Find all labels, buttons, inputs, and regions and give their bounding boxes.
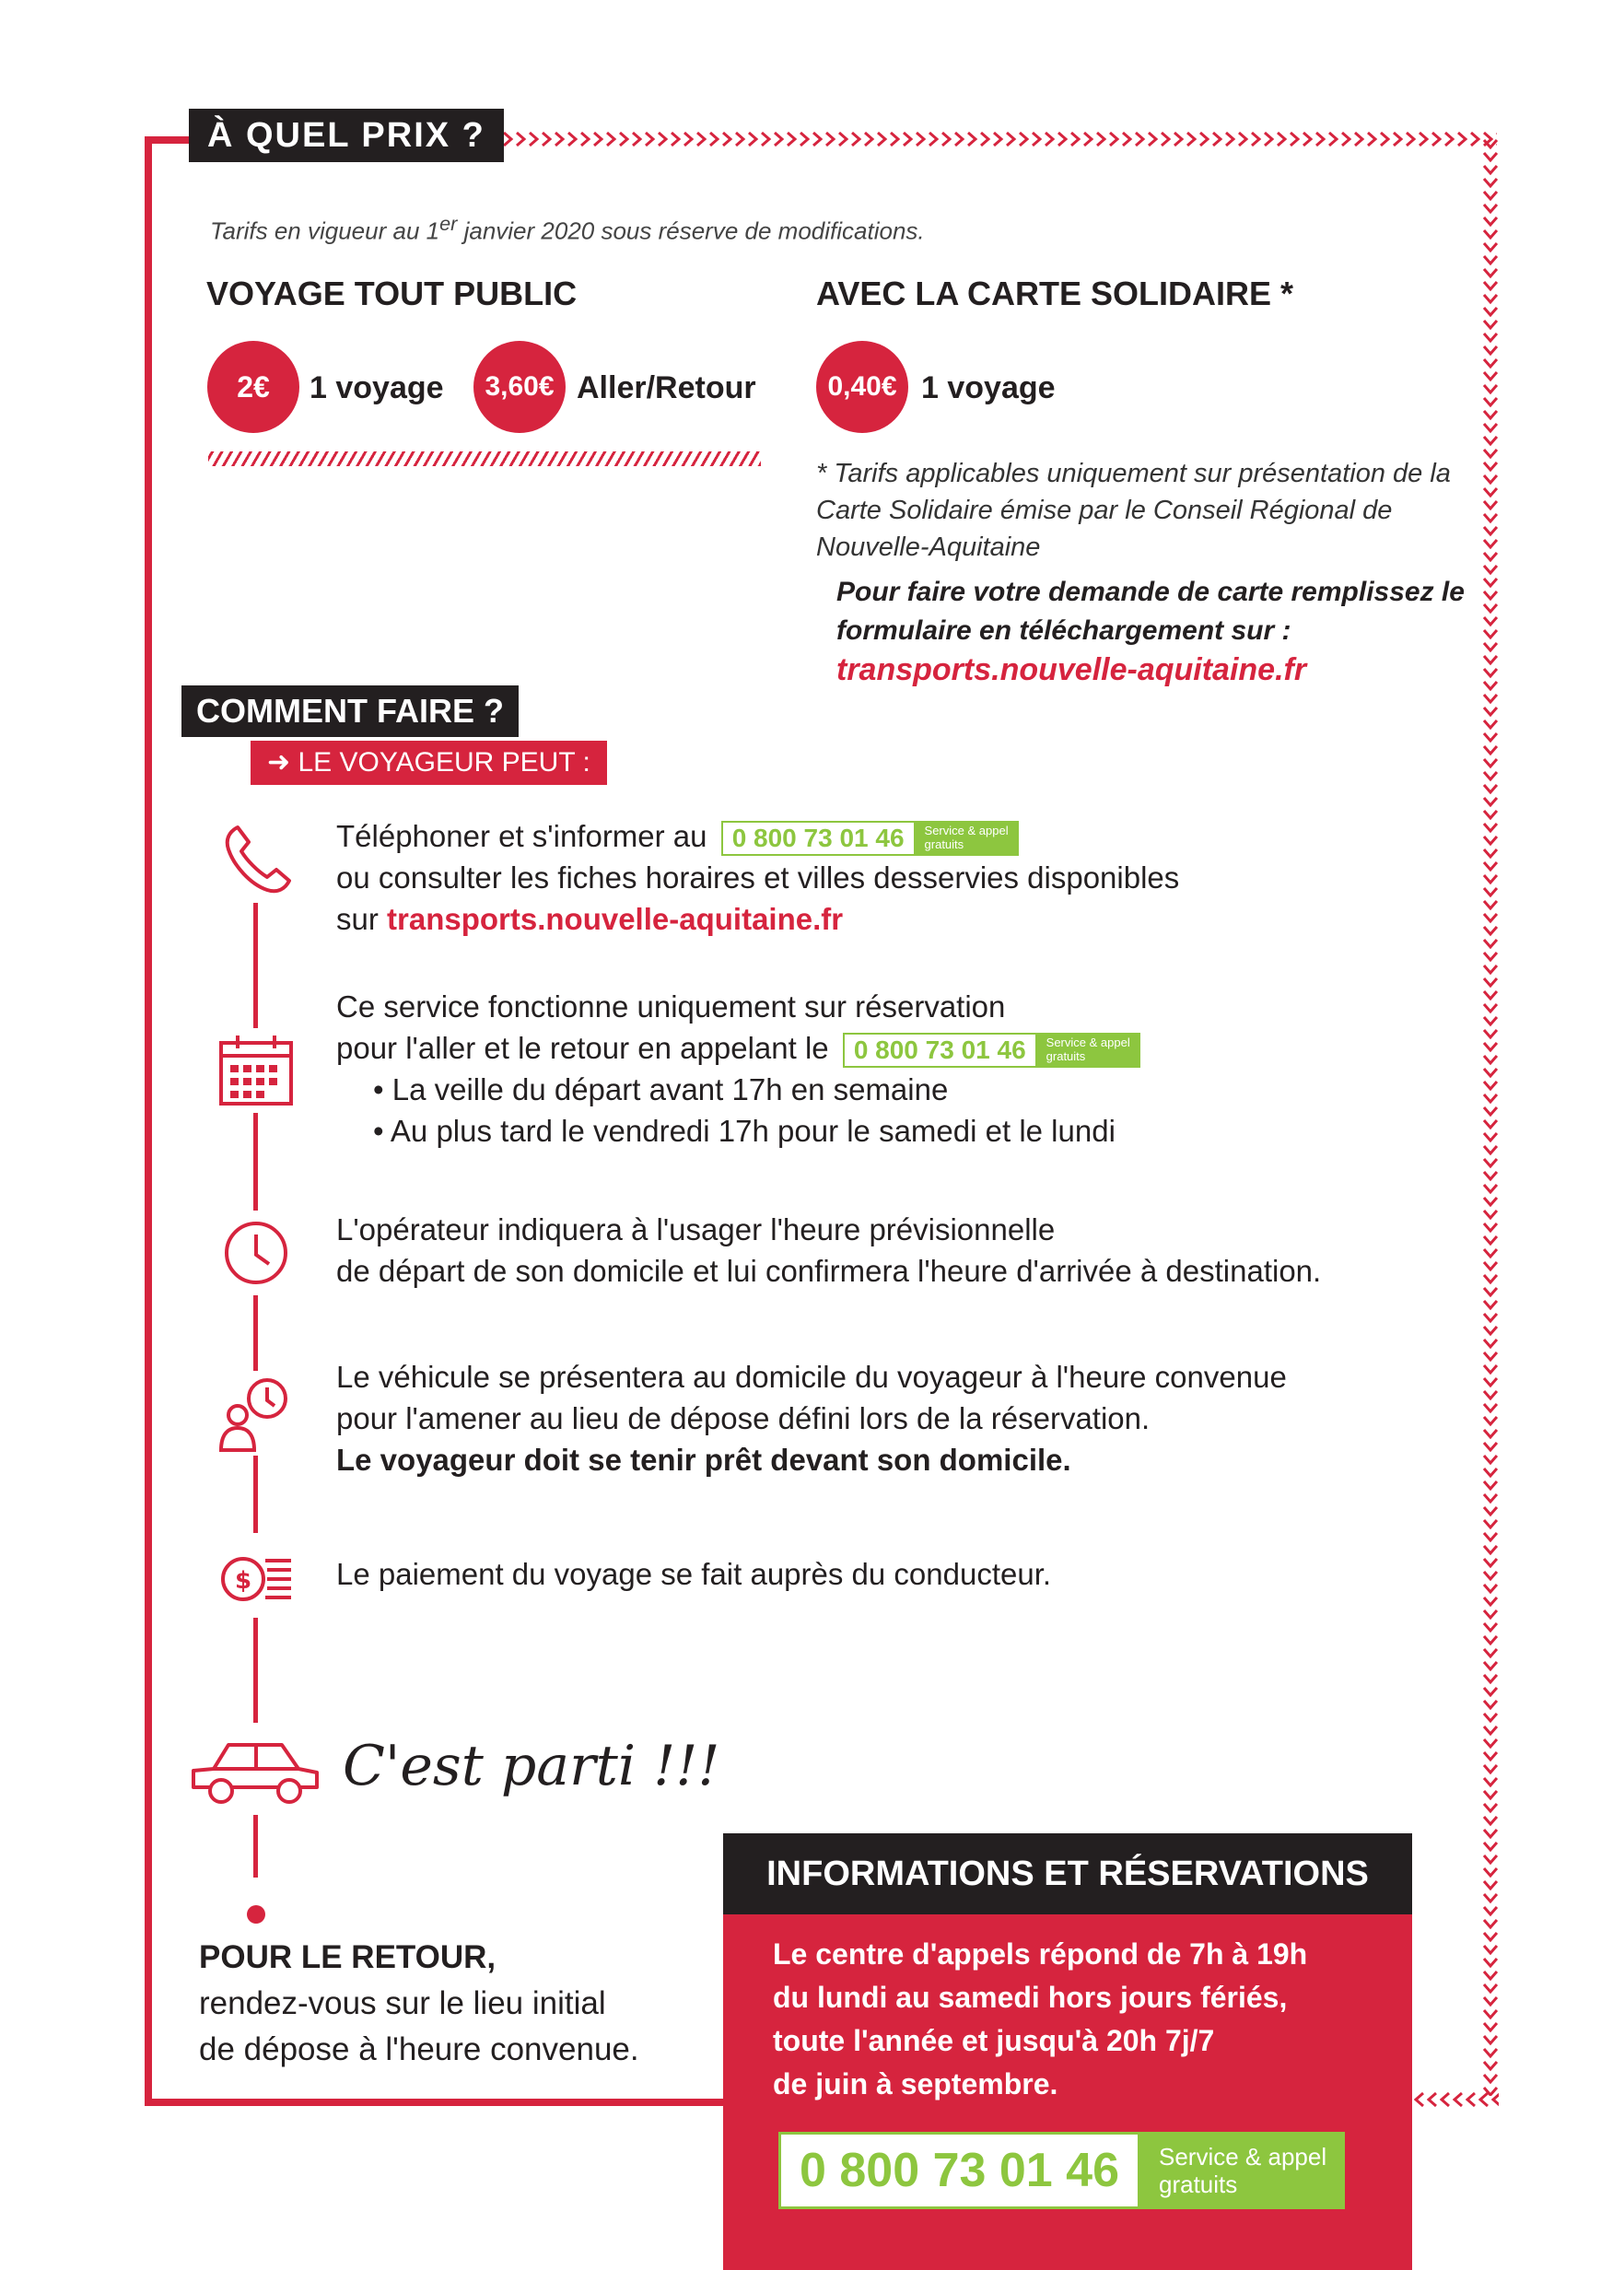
phone-number-badge-2[interactable] xyxy=(843,1033,1140,1068)
solidaire-title: AVEC LA CARTE SOLIDAIRE * xyxy=(816,275,1294,312)
price-label-return: Aller/Retour xyxy=(577,370,756,405)
info-line-3: toute l'année et jusqu'à 20h 7j/7 xyxy=(773,2024,1215,2057)
carte-info-text: Pour faire votre demande de carte remplissez le formulaire en téléchargement sur : xyxy=(836,577,1465,646)
step-3-line-1: L'opérateur indiquera à l'usager l'heure prévisionnelle xyxy=(336,1212,1056,1246)
carte-request-info xyxy=(836,573,1481,691)
clock-icon xyxy=(214,1211,298,1295)
big-phone-number[interactable]: 0 800 73 01 46 xyxy=(778,2132,1140,2209)
step-1-line-1: Téléphoner et s'informer au xyxy=(336,819,707,853)
step-3-text xyxy=(336,1209,1442,1292)
tarifs-note xyxy=(210,212,925,246)
step-2-line-1: Ce service fonctionne uniquement sur réservation xyxy=(336,989,1006,1024)
step-2-text xyxy=(336,986,1442,1152)
tarifs-note-sup: er xyxy=(439,212,458,235)
transports-link[interactable]: transports.nouvelle-aquitaine.fr xyxy=(387,902,844,936)
list-item: • Au plus tard le vendredi 17h pour le samedi et le lundi xyxy=(373,1110,1442,1152)
retour-line-2: de dépose à l'heure convenue. xyxy=(199,2031,639,2067)
big-free-call-tag-line-1: Service & appel xyxy=(1159,2143,1327,2171)
tarifs-note-start: Tarifs en vigueur au 1 xyxy=(210,216,440,245)
step-4-text xyxy=(336,1356,1442,1480)
step-1-line-3: sur xyxy=(336,902,379,936)
step-4-line-3: Le voyageur doit se tenir prêt devant son domicile. xyxy=(336,1443,1071,1477)
coins-icon xyxy=(214,1533,298,1618)
info-panel xyxy=(723,1914,1412,2270)
step-4-line-1: Le véhicule se présentera au domicile du voyageur à l'heure convenue xyxy=(336,1360,1287,1394)
retour-block xyxy=(199,1935,639,2073)
step-4-line-2: pour l'amener au lieu de dépose défini lors de la réservation. xyxy=(336,1401,1151,1435)
timeline-end-dot xyxy=(247,1905,265,1924)
zigzag-right-border xyxy=(1480,138,1501,2096)
car-icon xyxy=(186,1723,324,1815)
public-title: VOYAGE TOUT PUBLIC xyxy=(206,275,578,312)
phone-number-badge[interactable] xyxy=(721,821,1019,856)
phone-number[interactable]: 0 800 73 01 46 xyxy=(843,1033,1037,1068)
price-label-solidaire: 1 voyage xyxy=(921,370,1056,405)
zigzag-bottom-border xyxy=(1414,2089,1499,2110)
big-free-call-tag-line-2: gratuits xyxy=(1159,2171,1238,2198)
info-text xyxy=(773,1933,1381,2106)
price-badge-single: 2€ xyxy=(207,341,299,433)
solidaire-footnote: * Tarifs applicables uniquement sur présentation de la Carte Solidaire émise par le Conseil Régional de Nouvelle-Aquitaine xyxy=(816,459,1451,562)
hatch-divider xyxy=(208,451,761,466)
step-1-line-2: ou consulter les fiches horaires et villes desservies disponibles xyxy=(336,860,1180,895)
frame-top-border xyxy=(145,136,191,144)
svg-text:$: $ xyxy=(234,1567,252,1595)
info-line-1: Le centre d'appels répond de 7h à 19h xyxy=(773,1937,1308,1971)
frame-left-border xyxy=(145,136,152,2106)
price-label-single: 1 voyage xyxy=(310,370,444,405)
phone-number[interactable]: 0 800 73 01 46 xyxy=(721,821,916,856)
free-call-tag: Service & appel gratuits xyxy=(1037,1033,1140,1068)
big-phone-badge[interactable] xyxy=(778,2132,1345,2209)
step-3-line-2: de départ de son domicile et lui confirmera l'heure d'arrivée à destination. xyxy=(336,1254,1322,1288)
tarifs-note-end: janvier 2020 sous réserve de modifications. xyxy=(457,216,925,245)
section-heading-prix: À QUEL PRIX ? xyxy=(189,109,504,162)
phone-icon xyxy=(214,818,298,903)
person-clock-icon xyxy=(214,1371,298,1456)
info-heading: INFORMATIONS ET RÉSERVATIONS xyxy=(723,1833,1412,1914)
retour-line-1: rendez-vous sur le lieu initial xyxy=(199,1985,606,2021)
section-heading-comment: COMMENT FAIRE ? xyxy=(181,685,519,737)
list-item: • La veille du départ avant 17h en semaine xyxy=(373,1069,1442,1110)
info-line-2: du lundi au samedi hors jours fériés, xyxy=(773,1981,1288,2014)
cest-parti-text: C'est parti !!! xyxy=(343,1734,720,1798)
reservation-rules-list xyxy=(336,1069,1442,1152)
free-call-tag: Service & appel gratuits xyxy=(916,821,1019,856)
step-1-text xyxy=(336,815,1442,940)
info-line-4: de juin à septembre. xyxy=(773,2067,1058,2100)
step-5-text: Le paiement du voyage se fait auprès du conducteur. xyxy=(336,1557,1052,1591)
price-badge-return: 3,60€ xyxy=(473,341,566,433)
big-free-call-tag xyxy=(1140,2132,1345,2209)
price-badge-solidaire: 0,40€ xyxy=(816,341,908,433)
step-2-line-2: pour l'aller et le retour en appelant le xyxy=(336,1031,829,1065)
zigzag-top-border xyxy=(502,129,1497,149)
voyageur-subheading: ➜ LE VOYAGEUR PEUT : xyxy=(251,741,607,785)
carte-link[interactable]: transports.nouvelle-aquitaine.fr xyxy=(836,652,1307,687)
calendar-icon xyxy=(214,1028,298,1113)
frame-bottom-border xyxy=(145,2099,723,2106)
retour-title: POUR LE RETOUR, xyxy=(199,1939,497,1975)
